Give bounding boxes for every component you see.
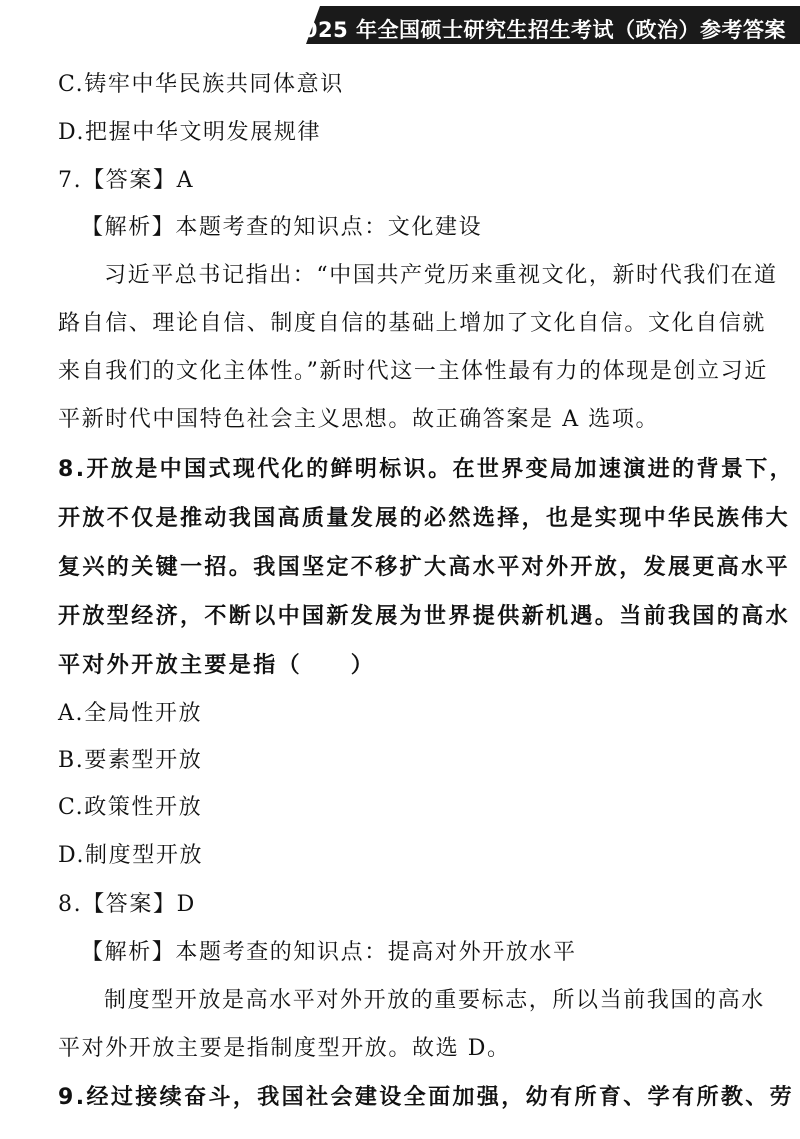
q7-explanation-line: 平新时代中国特色社会主义思想。故正确答案是 A 选项。 bbox=[58, 407, 660, 432]
q7-explanation-line: 路自信、理论自信、制度自信的基础上增加了文化自信。文化自信就 bbox=[58, 311, 767, 336]
q9-stem-line: 9.经过接续奋斗，我国社会建设全面加强，幼有所育、学有所教、劳 bbox=[58, 1085, 795, 1110]
q7-analysis-heading: 【解析】本题考查的知识点：文化建设 bbox=[81, 215, 483, 240]
header-title: 2025 年全国硕士研究生招生考试（政治）参考答案 bbox=[287, 18, 786, 42]
q7-option-c: C.铸牢中华民族共同体意识 bbox=[58, 72, 344, 97]
q8-option-c: C.政策性开放 bbox=[58, 795, 203, 820]
q7-explanation-line: 来自我们的文化主体性。”新时代这一主体性最有力的体现是创立习近 bbox=[58, 359, 768, 384]
q8-option-d: D.制度型开放 bbox=[58, 843, 204, 868]
q8-stem-line: 开放型经济，不断以中国新发展为世界提供新机遇。当前我国的高水 bbox=[58, 604, 791, 629]
q7-option-d: D.把握中华文明发展规律 bbox=[58, 120, 322, 145]
q8-stem-line: 复兴的关键一招。我国坚定不移扩大高水平对外开放，发展更高水平 bbox=[58, 555, 791, 580]
page-header bbox=[280, 0, 800, 58]
q8-explanation-line: 制度型开放是高水平对外开放的重要标志，所以当前我国的高水 bbox=[104, 988, 765, 1013]
q8-stem-line: 8.开放是中国式现代化的鲜明标识。在世界变局加速演进的背景下， bbox=[58, 457, 795, 482]
q8-stem-line: 平对外开放主要是指（ ） bbox=[58, 653, 376, 678]
q8-option-a: A.全局性开放 bbox=[58, 701, 203, 726]
q8-analysis-heading: 【解析】本题考查的知识点：提高对外开放水平 bbox=[81, 940, 577, 965]
q8-answer: 8.【答案】D bbox=[58, 892, 196, 917]
q8-option-b: B.要素型开放 bbox=[58, 748, 203, 773]
q8-explanation-line: 平对外开放主要是指制度型开放。故选 D。 bbox=[58, 1036, 511, 1061]
q7-answer: 7.【答案】A bbox=[58, 168, 195, 193]
q8-stem-line: 开放不仅是推动我国高质量发展的必然选择，也是实现中华民族伟大 bbox=[58, 506, 791, 531]
q7-explanation-line: 习近平总书记指出：“中国共产党历来重视文化，新时代我们在道 bbox=[104, 263, 778, 288]
